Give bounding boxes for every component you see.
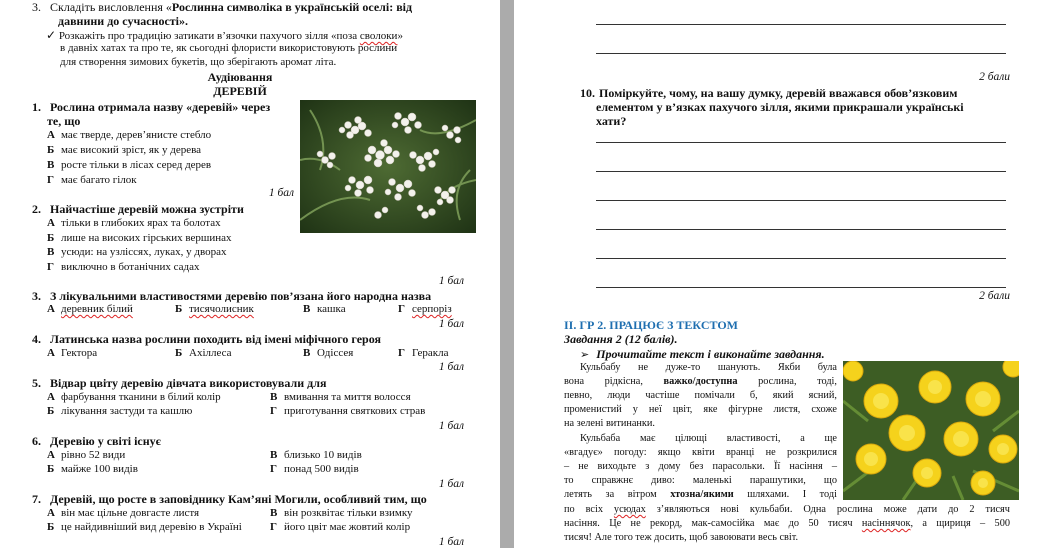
question-6: 6. Деревію у світі існує [32,434,161,448]
option-5b[interactable]: Б лікування застуди та кашлю [47,405,193,417]
text-line-10: летять за вітром хтозна/якими шляхами. І тоді [564,489,837,500]
check-icon: ✓ [46,28,57,42]
option-3v[interactable]: В кашка [303,303,346,315]
intro-tip-2: в давніх хатах та про те, як сьогодні флористи використовують рослини [60,42,398,54]
score-q7: 1 бал [438,536,464,548]
answer-line [596,142,1006,143]
option-7v[interactable]: В він розквітає тільки взимку [270,507,413,519]
intro-tip-1: ✓ Розкажіть про традицію затикати в’язочки пахучого зілля «поза сволоки» [46,28,403,42]
score-q3: 1 бал [438,318,464,330]
intro-line-1: 3. Складіть висловлення «Рослинна символіка в українській оселі: від [32,0,413,14]
question-10-cont: елементом у в’язках пахучого зілля, якими прикрашали українські [596,100,964,114]
question-4: 4. Латинська назва рослини походить від імені міфічного героя [32,332,381,346]
answer-line [596,258,1006,259]
option-5v[interactable]: В вмивання та миття волосся [270,391,411,403]
group-title: ІІ. ГР 2. ПРАЦЮЄ З ТЕКСТОМ [564,318,738,332]
option-6g[interactable]: Г понад 500 видів [270,463,359,475]
section-subtitle: ДЕРЕВІЙ [213,84,267,98]
option-2v[interactable]: В усюди: на узліссях, луках, у дворах [47,246,227,258]
answer-line [596,229,1006,230]
question-3: 3. З лікувальними властивостями деревію пов’язана його народна назва [32,289,432,303]
question-2: 2. Найчастіше деревій можна зустріти [32,202,244,216]
text-line-9: то справжнє диво: маленькі парашутики, що [564,475,837,486]
option-7b[interactable]: Б це найдивніший вид деревію в Україні [47,521,242,533]
text-line-7: «вгадує» погоду: якщо квіти вранці не розкрилися [564,447,837,458]
answer-line [596,200,1006,201]
option-6b[interactable]: Б майже 100 видів [47,463,138,475]
option-3g[interactable]: Г серпоріз [398,303,452,315]
yarrow-photo [300,100,476,233]
question-5: 5. Відвар цвіту деревію дівчата використовували для [32,376,327,390]
text-line-8: – не виходьте з дому без парасольки. Її насіння – [564,461,837,472]
text-line-5: на зелені витинанки. [564,418,656,429]
option-1b[interactable]: Б має високий зріст, як у дерева [47,144,202,156]
section-title: Аудіювання [207,70,273,84]
text-line-4: променистий у неї цвіт, яке фігурне листя, схоже [564,404,837,415]
option-7g[interactable]: Г його цвіт має жовтий колір [270,521,411,533]
score-q1: 1 бал [268,187,294,199]
score-q2: 1 бал [438,275,464,287]
option-4b[interactable]: Б Ахіллеса [175,347,232,359]
arrow-icon: ➢ [580,348,590,361]
instruction: ➢ Прочитайте текст і виконайте завдання. [580,347,825,361]
score-q5: 1 бал [438,420,464,432]
option-3a[interactable]: А деревник білий [47,303,133,315]
question-1: 1. Рослина отримала назву «деревій» через [32,100,271,114]
text-line-3: певно, люди частіше помічали б, який ясний, [564,390,837,401]
score-q4: 1 бал [438,361,464,373]
text-line-1: Кульбабу не дуже-то шанують. Якби була [580,362,837,373]
text-line-13: тисяч! Але того теж досить, щоб завоювати весь світ. [564,532,799,543]
text-line-2: вона рідкісна, важко/доступна рослина, тоді, [564,376,837,387]
option-5a[interactable]: А фарбування тканини в білий колір [47,391,221,403]
answer-line [596,287,1006,288]
option-2a[interactable]: А тільки в глибоких ярах та болотах [47,217,221,229]
option-1v[interactable]: В росте тільки в лісах серед дерев [47,159,212,171]
option-4v[interactable]: В Одіссея [303,347,354,359]
score-mid: 2 бали [979,290,1010,302]
question-1-cont: те, що [47,114,81,128]
option-5g[interactable]: Г приготування святкових страв [270,405,426,417]
question-10: 10. Поміркуйте, чому, на вашу думку, деревій вважався обов’язковим [580,86,958,100]
option-4a[interactable]: А Гектора [47,347,98,359]
option-2g[interactable]: Г виключно в ботанічних садах [47,261,200,273]
intro-line-2: давнини до сучасності». [58,14,189,28]
score-q6: 1 бал [438,478,464,490]
task-title: Завдання 2 (12 балів). [564,332,678,346]
option-4g[interactable]: Г Геракла [398,347,449,359]
option-6a[interactable]: А рівно 52 види [47,449,126,461]
question-7: 7. Деревій, що росте в заповіднику Кам’яні Могили, особливий тим, що [32,492,427,506]
text-line-11: по всіх усюдах з’являються нові кульбаби. Одна рослина може дати до 2 тисяч [564,504,1010,515]
text-line-6: Кульбаба має цілющі властивості, а ще [580,433,837,444]
dandelion-photo [843,361,1019,500]
answer-line [596,24,1006,25]
text-line-12: насіння. Це не рекорд, мак-самосійка має до 50 тисяч насіннячок, а щириця – 500 [564,518,1010,529]
answer-line [596,171,1006,172]
option-1g[interactable]: Г має багато гілок [47,174,137,186]
left-page [0,0,500,548]
question-10-end: хати? [596,114,627,128]
option-3b[interactable]: Б тисячолисник [175,303,254,315]
intro-tip-3: для створення зимових букетів, що зберігають аромат літа. [60,56,337,68]
option-2b[interactable]: Б лише на високих гірських вершинах [47,232,232,244]
option-1a[interactable]: А має тверде, дерев’янисте стебло [47,129,212,141]
right-page [514,0,1037,548]
option-7a[interactable]: А він має цільне довгасте листя [47,507,200,519]
score-top: 2 бали [979,71,1010,83]
answer-line [596,53,1006,54]
option-6v[interactable]: В близько 10 видів [270,449,362,461]
